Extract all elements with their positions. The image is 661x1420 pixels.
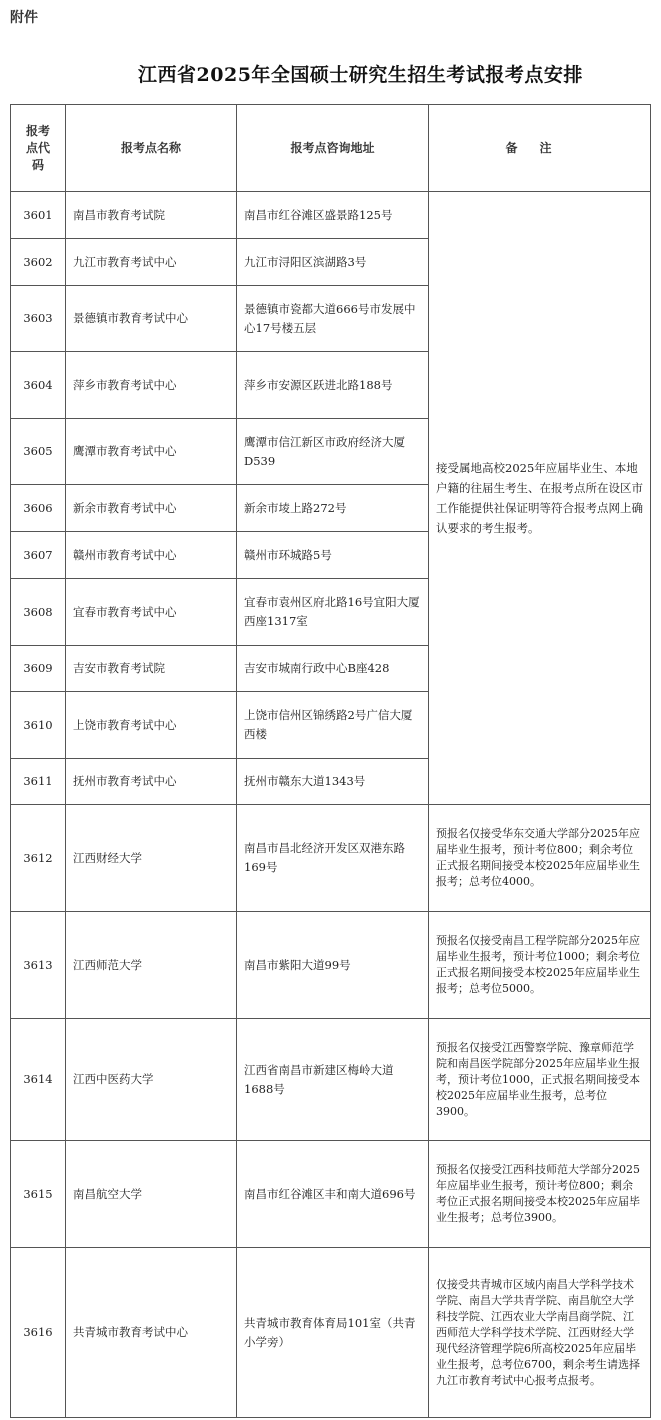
row-address: 南昌市昌北经济开发区双港东路169号	[237, 805, 429, 912]
header-address: 报考点咨询地址	[237, 105, 429, 192]
row-address: 景德镇市瓷都大道666号市发展中心17号楼五层	[237, 286, 429, 352]
row-name: 共青城市教育考试中心	[66, 1248, 237, 1418]
row-name: 江西中医药大学	[66, 1019, 237, 1141]
row-name: 景德镇市教育考试中心	[66, 286, 237, 352]
row-name: 鹰潭市教育考试中心	[66, 419, 237, 485]
table-row	[11, 1141, 651, 1248]
row-code: 3602	[11, 239, 66, 286]
row-name: 江西师范大学	[66, 912, 237, 1019]
row-address: 萍乡市安源区跃进北路188号	[237, 352, 429, 419]
row-address: 九江市浔阳区滨湖路3号	[237, 239, 429, 286]
row-address: 南昌市红谷滩区丰和南大道696号	[237, 1141, 429, 1248]
row-code: 3610	[11, 692, 66, 759]
row-code: 3612	[11, 805, 66, 912]
row-address: 共青城市教育体育局101室（共青小学旁）	[237, 1248, 429, 1418]
row-name: 上饶市教育考试中心	[66, 692, 237, 759]
attachment-label: 附件	[10, 10, 38, 26]
header-remark: 备注	[429, 105, 651, 192]
exam-site-table	[10, 104, 651, 1418]
row-code: 3601	[11, 192, 66, 239]
row-remark: 预报名仅接受江西警察学院、豫章师范学院和南昌医学院部分2025年应届毕业生报考，预计考位1000，正式报名期间接受本校2025年应届毕业生报考，总考位3900。	[429, 1019, 651, 1141]
row-code: 3616	[11, 1248, 66, 1418]
row-name: 抚州市教育考试中心	[66, 759, 237, 805]
row-address: 抚州市赣东大道1343号	[237, 759, 429, 805]
row-remark: 预报名仅接受华东交通大学部分2025年应届毕业生报考，预计考位800；剩余考位正式报名期间接受本校2025年应届毕业生报考；总考位4000。	[429, 805, 651, 912]
row-name: 九江市教育考试中心	[66, 239, 237, 286]
row-name: 新余市教育考试中心	[66, 485, 237, 532]
table-row	[11, 805, 651, 912]
row-address: 宜春市袁州区府北路16号宜阳大厦西座1317室	[237, 579, 429, 646]
header-name: 报考点名称	[66, 105, 237, 192]
row-code: 3605	[11, 419, 66, 485]
row-address: 南昌市紫阳大道99号	[237, 912, 429, 1019]
row-address: 新余市堎上路272号	[237, 485, 429, 532]
row-name: 南昌航空大学	[66, 1141, 237, 1248]
row-address: 江西省南昌市新建区梅岭大道1688号	[237, 1019, 429, 1141]
header-code: 报考点代码	[11, 105, 66, 192]
row-name: 南昌市教育考试院	[66, 192, 237, 239]
row-name: 宜春市教育考试中心	[66, 579, 237, 646]
table-row	[11, 192, 651, 239]
table-row	[11, 1019, 651, 1141]
row-code: 3615	[11, 1141, 66, 1248]
row-remark: 仅接受共青城市区域内南昌大学科学技术学院、南昌大学共青学院、南昌航空大学科技学院、江西农业大学南昌商学院、江西师范大学科学技术学院、江西财经大学现代经济管理学院6所高校2025年应届毕业生报考，总考位6700，剩余考生请选择九江市教育考试中心报考点报考。	[429, 1248, 651, 1418]
document-title: 江西省2025年全国硕士研究生招生考试报考点安排	[138, 64, 583, 86]
table-row	[11, 1248, 651, 1418]
row-name: 江西财经大学	[66, 805, 237, 912]
row-code: 3609	[11, 646, 66, 692]
row-code: 3603	[11, 286, 66, 352]
table-row	[11, 912, 651, 1019]
table-header-row	[11, 105, 651, 192]
row-code: 3614	[11, 1019, 66, 1141]
row-address: 上饶市信州区锦绣路2号广信大厦西楼	[237, 692, 429, 759]
row-code: 3604	[11, 352, 66, 419]
row-code: 3613	[11, 912, 66, 1019]
row-code: 3608	[11, 579, 66, 646]
row-address: 吉安市城南行政中心B座428	[237, 646, 429, 692]
row-name: 赣州市教育考试中心	[66, 532, 237, 579]
row-name: 吉安市教育考试院	[66, 646, 237, 692]
row-address: 赣州市环城路5号	[237, 532, 429, 579]
row-code: 3606	[11, 485, 66, 532]
row-address: 南昌市红谷滩区盛景路125号	[237, 192, 429, 239]
row-remark: 预报名仅接受南昌工程学院部分2025年应届毕业生报考，预计考位1000；剩余考位正式报名期间接受本校2025年应届毕业生报考；总考位5000。	[429, 912, 651, 1019]
row-code: 3611	[11, 759, 66, 805]
row-address: 鹰潭市信江新区市政府经济大厦D539	[237, 419, 429, 485]
row-code: 3607	[11, 532, 66, 579]
row-remark: 预报名仅接受江西科技师范大学部分2025年应届毕业生报考，预计考位800；剩余考位正式报名期间接受本校2025年应届毕业生报考；总考位3900。	[429, 1141, 651, 1248]
shared-remark: 接受属地高校2025年应届毕业生、本地户籍的往届生考生、在报考点所在设区市工作能提供社保证明等符合报考点网上确认要求的考生报考。	[429, 192, 651, 805]
row-name: 萍乡市教育考试中心	[66, 352, 237, 419]
